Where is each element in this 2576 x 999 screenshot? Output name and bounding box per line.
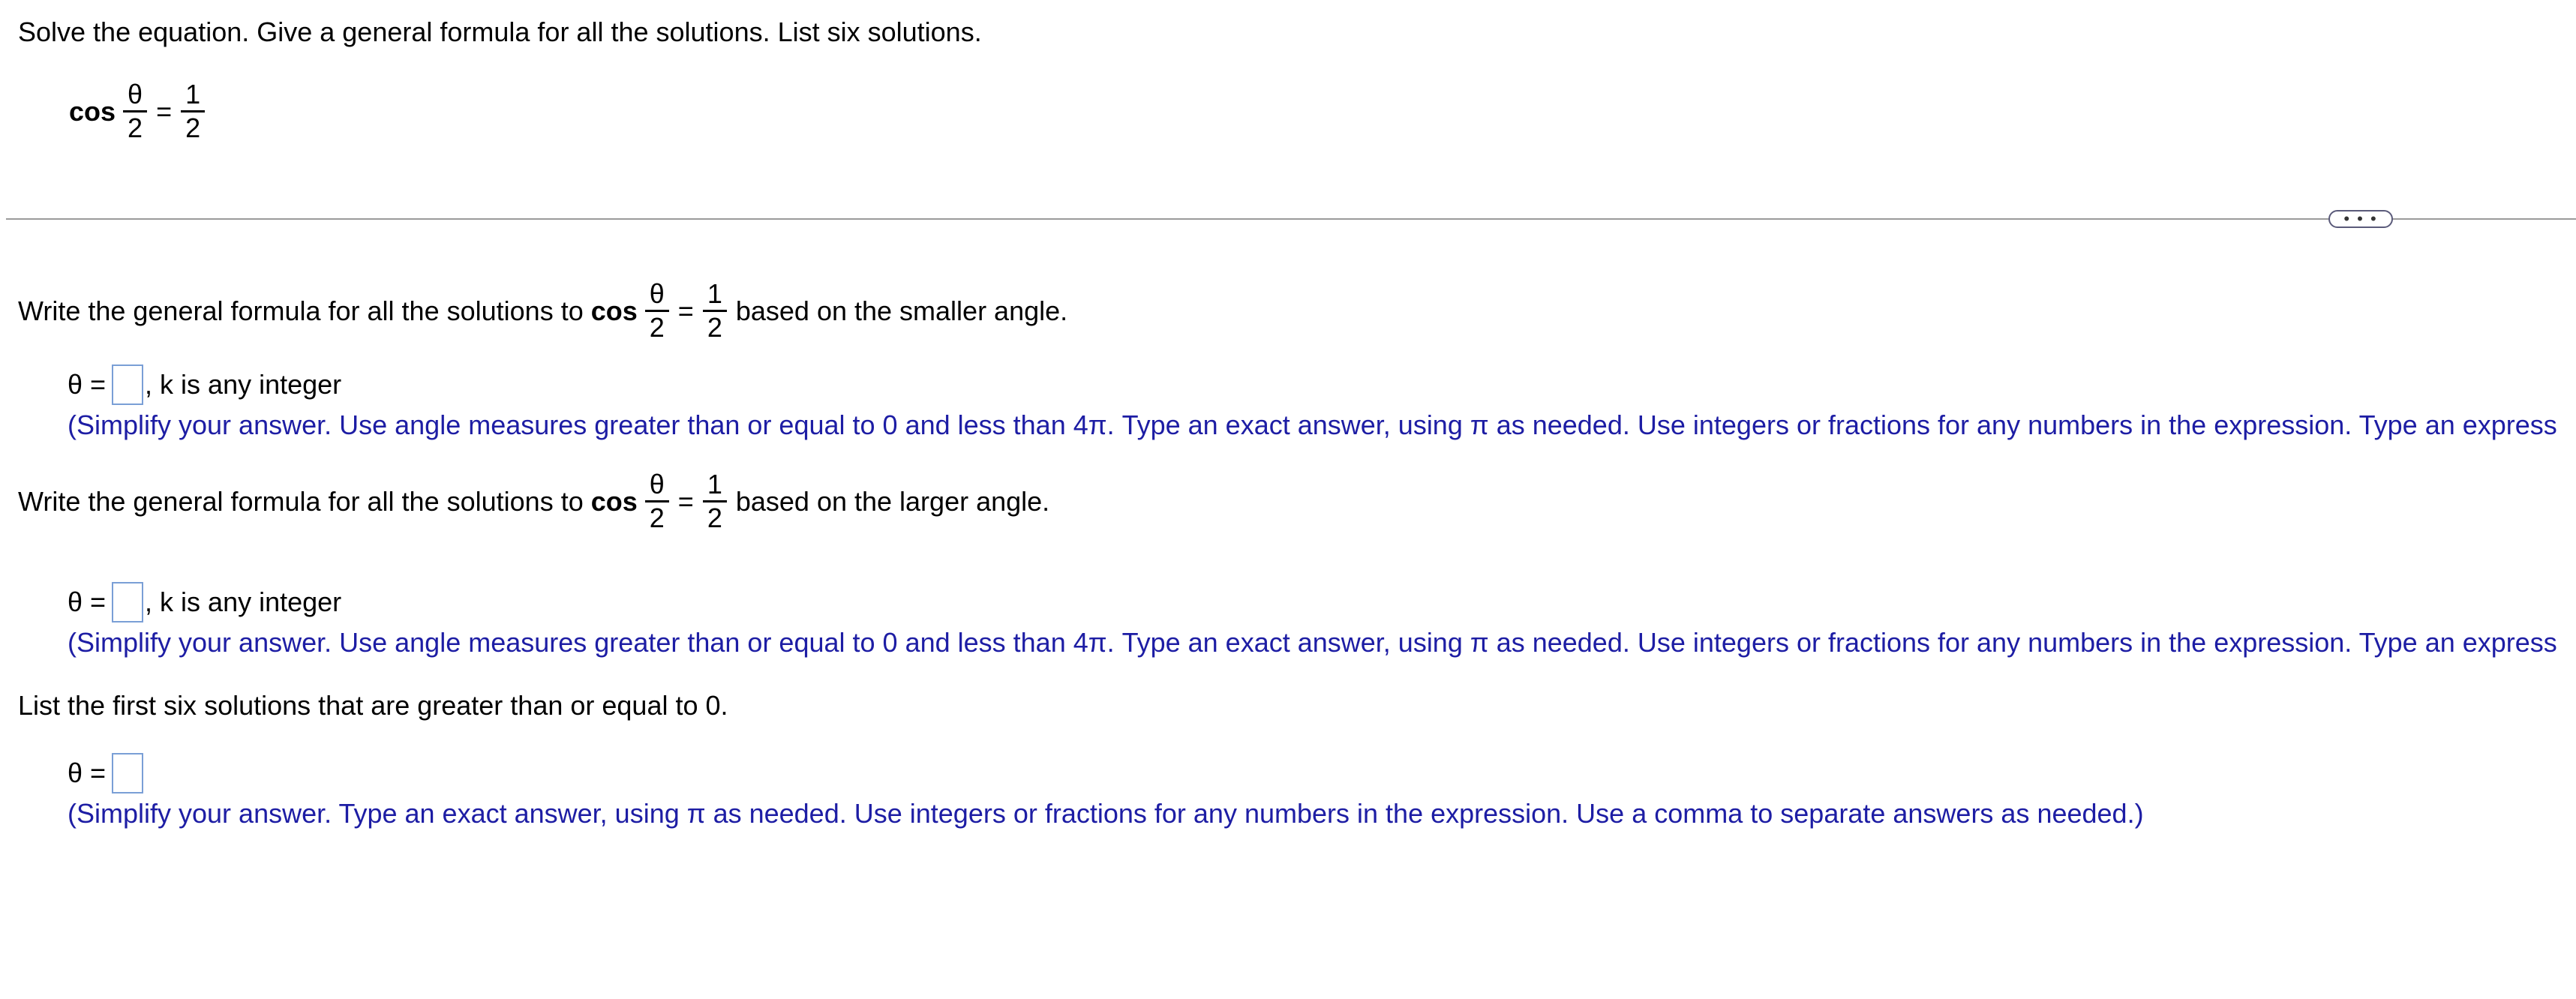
part2-lhs-denominator: 2 — [645, 500, 669, 532]
rhs-numerator: 1 — [185, 79, 201, 110]
part1-prompt-before: Write the general formula for all the solutions to — [18, 295, 584, 326]
part1-lhs-numerator: θ — [649, 278, 665, 309]
cos-function: cos — [69, 95, 116, 127]
lhs-fraction — [123, 81, 147, 142]
part2-answer-row — [68, 582, 341, 622]
part2-rhs-numerator: 1 — [707, 469, 722, 500]
part2-hint: (Simplify your answer. Use angle measures greater than or equal to 0 and less than 4π. Type an exact answer, using π as needed. Use integers or fractions for any numbers in the expression. Type an express — [68, 627, 2557, 658]
equals-sign: = — [156, 95, 173, 127]
part2-theta-label: θ = — [68, 586, 107, 617]
part2-lhs-numerator: θ — [649, 469, 665, 500]
part2-lhs-fraction — [645, 471, 669, 532]
problem-instruction: Solve the equation. Give a general formula for all the solutions. List six solutions. — [18, 16, 982, 47]
part2-answer-input[interactable] — [112, 582, 143, 622]
part3-hint: (Simplify your answer. Type an exact answer, using π as needed. Use integers or fractions for any numbers in the expression. Use a comma to separate answers as needed.) — [68, 798, 2144, 829]
part2-rhs-denominator: 2 — [703, 500, 727, 532]
part1-rhs-numerator: 1 — [707, 278, 722, 309]
part3-theta-label: θ = — [68, 758, 107, 788]
part1-lhs-fraction — [645, 280, 669, 341]
section-divider — [6, 218, 2576, 220]
part1-k-note: , k is any integer — [145, 369, 342, 400]
problem-equation — [69, 81, 209, 142]
part1-lhs-denominator: 2 — [645, 310, 669, 341]
part1-rhs-denominator: 2 — [703, 310, 727, 341]
part2-prompt-after: based on the larger angle. — [735, 485, 1050, 517]
lhs-denominator: 2 — [123, 110, 147, 142]
part3-answer-input[interactable] — [112, 753, 143, 794]
part2-rhs-fraction — [703, 471, 727, 532]
part2-k-note: , k is any integer — [145, 586, 342, 617]
part1-hint: (Simplify your answer. Use angle measures greater than or equal to 0 and less than 4π. Type an exact answer, using π as needed. Use integers or fractions for any numbers in the expression. Type an express — [68, 410, 2557, 440]
part1-equals: = — [677, 295, 694, 326]
rhs-fraction — [181, 81, 205, 142]
rhs-denominator: 2 — [181, 110, 205, 142]
part3-answer-row — [68, 753, 145, 794]
part1-rhs-fraction — [703, 280, 727, 341]
part2-prompt-before: Write the general formula for all the solutions to — [18, 485, 584, 517]
part1-answer-row — [68, 364, 341, 405]
part2-equals: = — [677, 485, 694, 517]
more-options-button[interactable]: • • • — [2328, 210, 2393, 228]
part1-answer-input[interactable] — [112, 364, 143, 405]
lhs-numerator: θ — [128, 79, 143, 110]
part1-theta-label: θ = — [68, 369, 107, 400]
part2-prompt — [18, 471, 1049, 532]
part1-cos: cos — [590, 295, 638, 326]
part1-prompt-after: based on the smaller angle. — [735, 295, 1068, 326]
part2-cos: cos — [590, 485, 638, 517]
part1-prompt — [18, 280, 1067, 341]
part3-prompt: List the first six solutions that are greater than or equal to 0. — [18, 690, 728, 721]
